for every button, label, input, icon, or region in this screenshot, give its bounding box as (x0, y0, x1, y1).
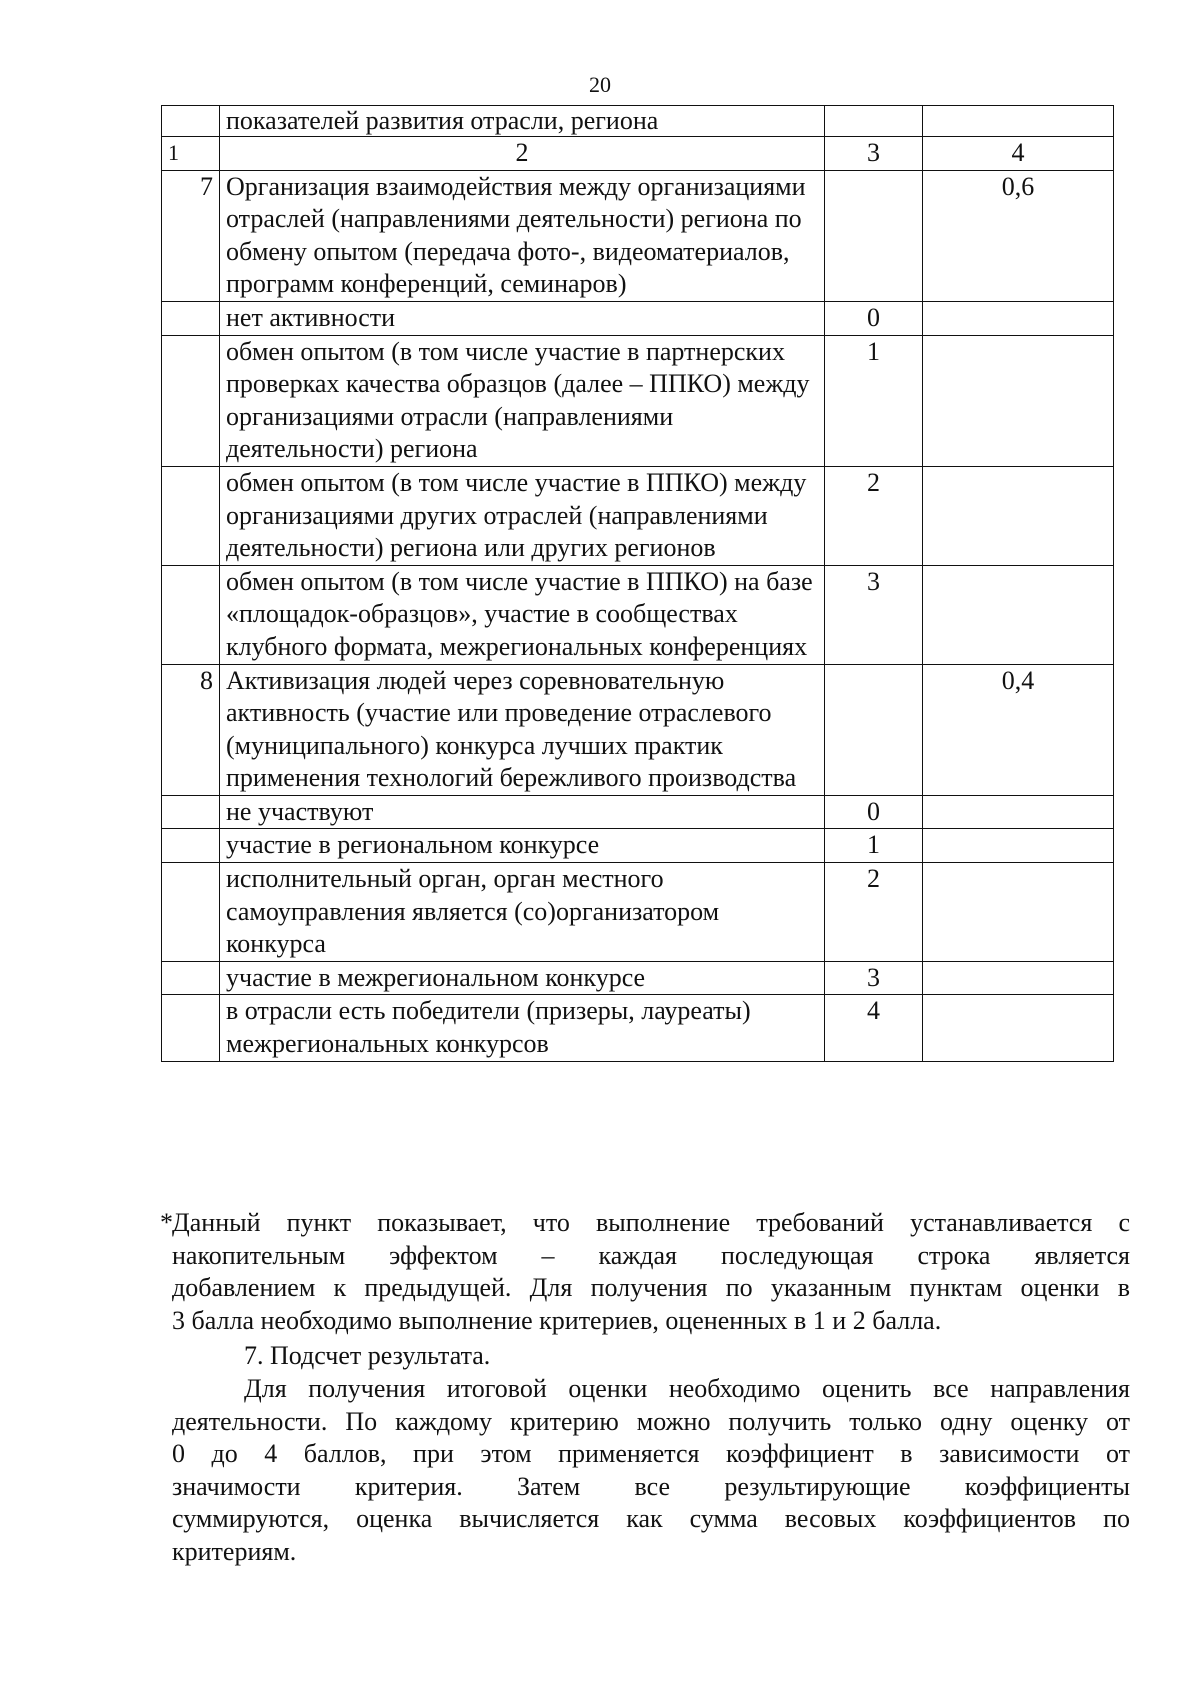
score-cell: 2 (825, 466, 923, 565)
criteria-table (161, 105, 1114, 1062)
score-cell: 4 (825, 995, 923, 1061)
weight-cell (923, 565, 1114, 664)
footnote-marker: * (160, 1208, 173, 1237)
criterion-number (162, 301, 220, 335)
criterion-number (162, 829, 220, 863)
criterion-text: обмен опытом (в том числе участие в ППКО) на базе «площадок-образцов», участие в сообществах клубного формата, межрегиональных конференциях (220, 565, 825, 664)
column-number-4: 4 (923, 137, 1114, 171)
table-row (162, 961, 1114, 995)
score-cell (825, 664, 923, 795)
footnote-line: 3 балла необходимо выполнение критериев, оцененных в 1 и 2 балла. (172, 1305, 942, 1335)
footnote (160, 1207, 1130, 1337)
criterion-number (162, 995, 220, 1061)
score-cell: 2 (825, 863, 923, 962)
paragraph-line: критериям. (172, 1536, 297, 1566)
footnote-line: Данный пункт показывает, что выполнение требований устанавливается с (172, 1208, 1130, 1237)
criterion-number (162, 565, 220, 664)
footnote-line: добавлением к предыдущей. Для получения по указанным пунктам оценки в (172, 1273, 1130, 1302)
footnote-line: накопительным эффектом – каждая последующая строка является (172, 1240, 1130, 1270)
criterion-number (162, 335, 220, 466)
criterion-text: в отрасли есть победители (призеры, лауреаты) межрегиональных конкурсов (220, 995, 825, 1061)
criterion-text: нет активности (220, 301, 825, 335)
table-row (162, 664, 1114, 795)
weight-cell (923, 863, 1114, 962)
table-cell (923, 106, 1114, 137)
section-paragraph (172, 1373, 1130, 1568)
table-cell (162, 106, 220, 137)
weight-cell (923, 829, 1114, 863)
weight-cell (923, 795, 1114, 829)
column-number-1: 1 (162, 137, 220, 171)
weight-cell (923, 335, 1114, 466)
weight-cell: 0,6 (923, 170, 1114, 301)
criterion-number (162, 466, 220, 565)
table-row (162, 795, 1114, 829)
table-row-continued (162, 106, 1114, 137)
criterion-text: участие в межрегиональном конкурсе (220, 961, 825, 995)
score-cell: 0 (825, 795, 923, 829)
score-cell (825, 170, 923, 301)
column-number-3: 3 (825, 137, 923, 171)
weight-cell (923, 995, 1114, 1061)
table-row (162, 995, 1114, 1061)
table-row (162, 829, 1114, 863)
criterion-text: Организация взаимодействия между организациями отраслей (направлениями деятельности) региона по обмену опытом (передача фото-, видеоматериалов, программ конференций, семинаров) (220, 170, 825, 301)
weight-cell: 0,4 (923, 664, 1114, 795)
criterion-text: участие в региональном конкурсе (220, 829, 825, 863)
criterion-number: 8 (162, 664, 220, 795)
table-cell (825, 106, 923, 137)
table-row (162, 466, 1114, 565)
table-header-row (162, 137, 1114, 171)
section-heading: 7. Подсчет результата. (244, 1341, 491, 1370)
criterion-number (162, 795, 220, 829)
score-cell: 3 (825, 565, 923, 664)
score-cell: 1 (825, 335, 923, 466)
criterion-number (162, 961, 220, 995)
paragraph-line: Для получения итоговой оценки необходимо оценить все направления (244, 1374, 1130, 1403)
table-row (162, 335, 1114, 466)
score-cell: 3 (825, 961, 923, 995)
table-cell-text: показателей развития отрасли, региона (220, 106, 825, 137)
criterion-number: 7 (162, 170, 220, 301)
table-row (162, 565, 1114, 664)
weight-cell (923, 466, 1114, 565)
weight-cell (923, 961, 1114, 995)
paragraph-line: суммируются, оценка вычисляется как сумма весовых коэффициентов по (172, 1504, 1130, 1533)
criterion-text: обмен опытом (в том числе участие в партнерских проверках качества образцов (далее – ППКО) между организациями отрасли (направлениями деятельности) региона (220, 335, 825, 466)
page-number: 20 (589, 72, 611, 97)
criterion-number (162, 863, 220, 962)
paragraph-line: 0 до 4 баллов, при этом применяется коэффициент в зависимости от (172, 1439, 1130, 1468)
criterion-text: обмен опытом (в том числе участие в ППКО) между организациями других отраслей (направлениями деятельности) региона или других регионов (220, 466, 825, 565)
paragraph-line: деятельности. По каждому критерию можно получить только одну оценку от (172, 1406, 1130, 1436)
criterion-text: исполнительный орган, орган местного самоуправления является (со)организатором конкурса (220, 863, 825, 962)
paragraph-line: значимости критерия. Затем все результирующие коэффициенты (172, 1471, 1130, 1501)
criterion-text: не участвуют (220, 795, 825, 829)
table-row (162, 301, 1114, 335)
weight-cell (923, 301, 1114, 335)
score-cell: 0 (825, 301, 923, 335)
table-row (162, 170, 1114, 301)
column-number-2: 2 (220, 137, 825, 171)
table-row (162, 863, 1114, 962)
criterion-text: Активизация людей через соревновательную активность (участие или проведение отраслевого (муниципального) конкурса лучших практик применения технологий бережливого производства (220, 664, 825, 795)
score-cell: 1 (825, 829, 923, 863)
